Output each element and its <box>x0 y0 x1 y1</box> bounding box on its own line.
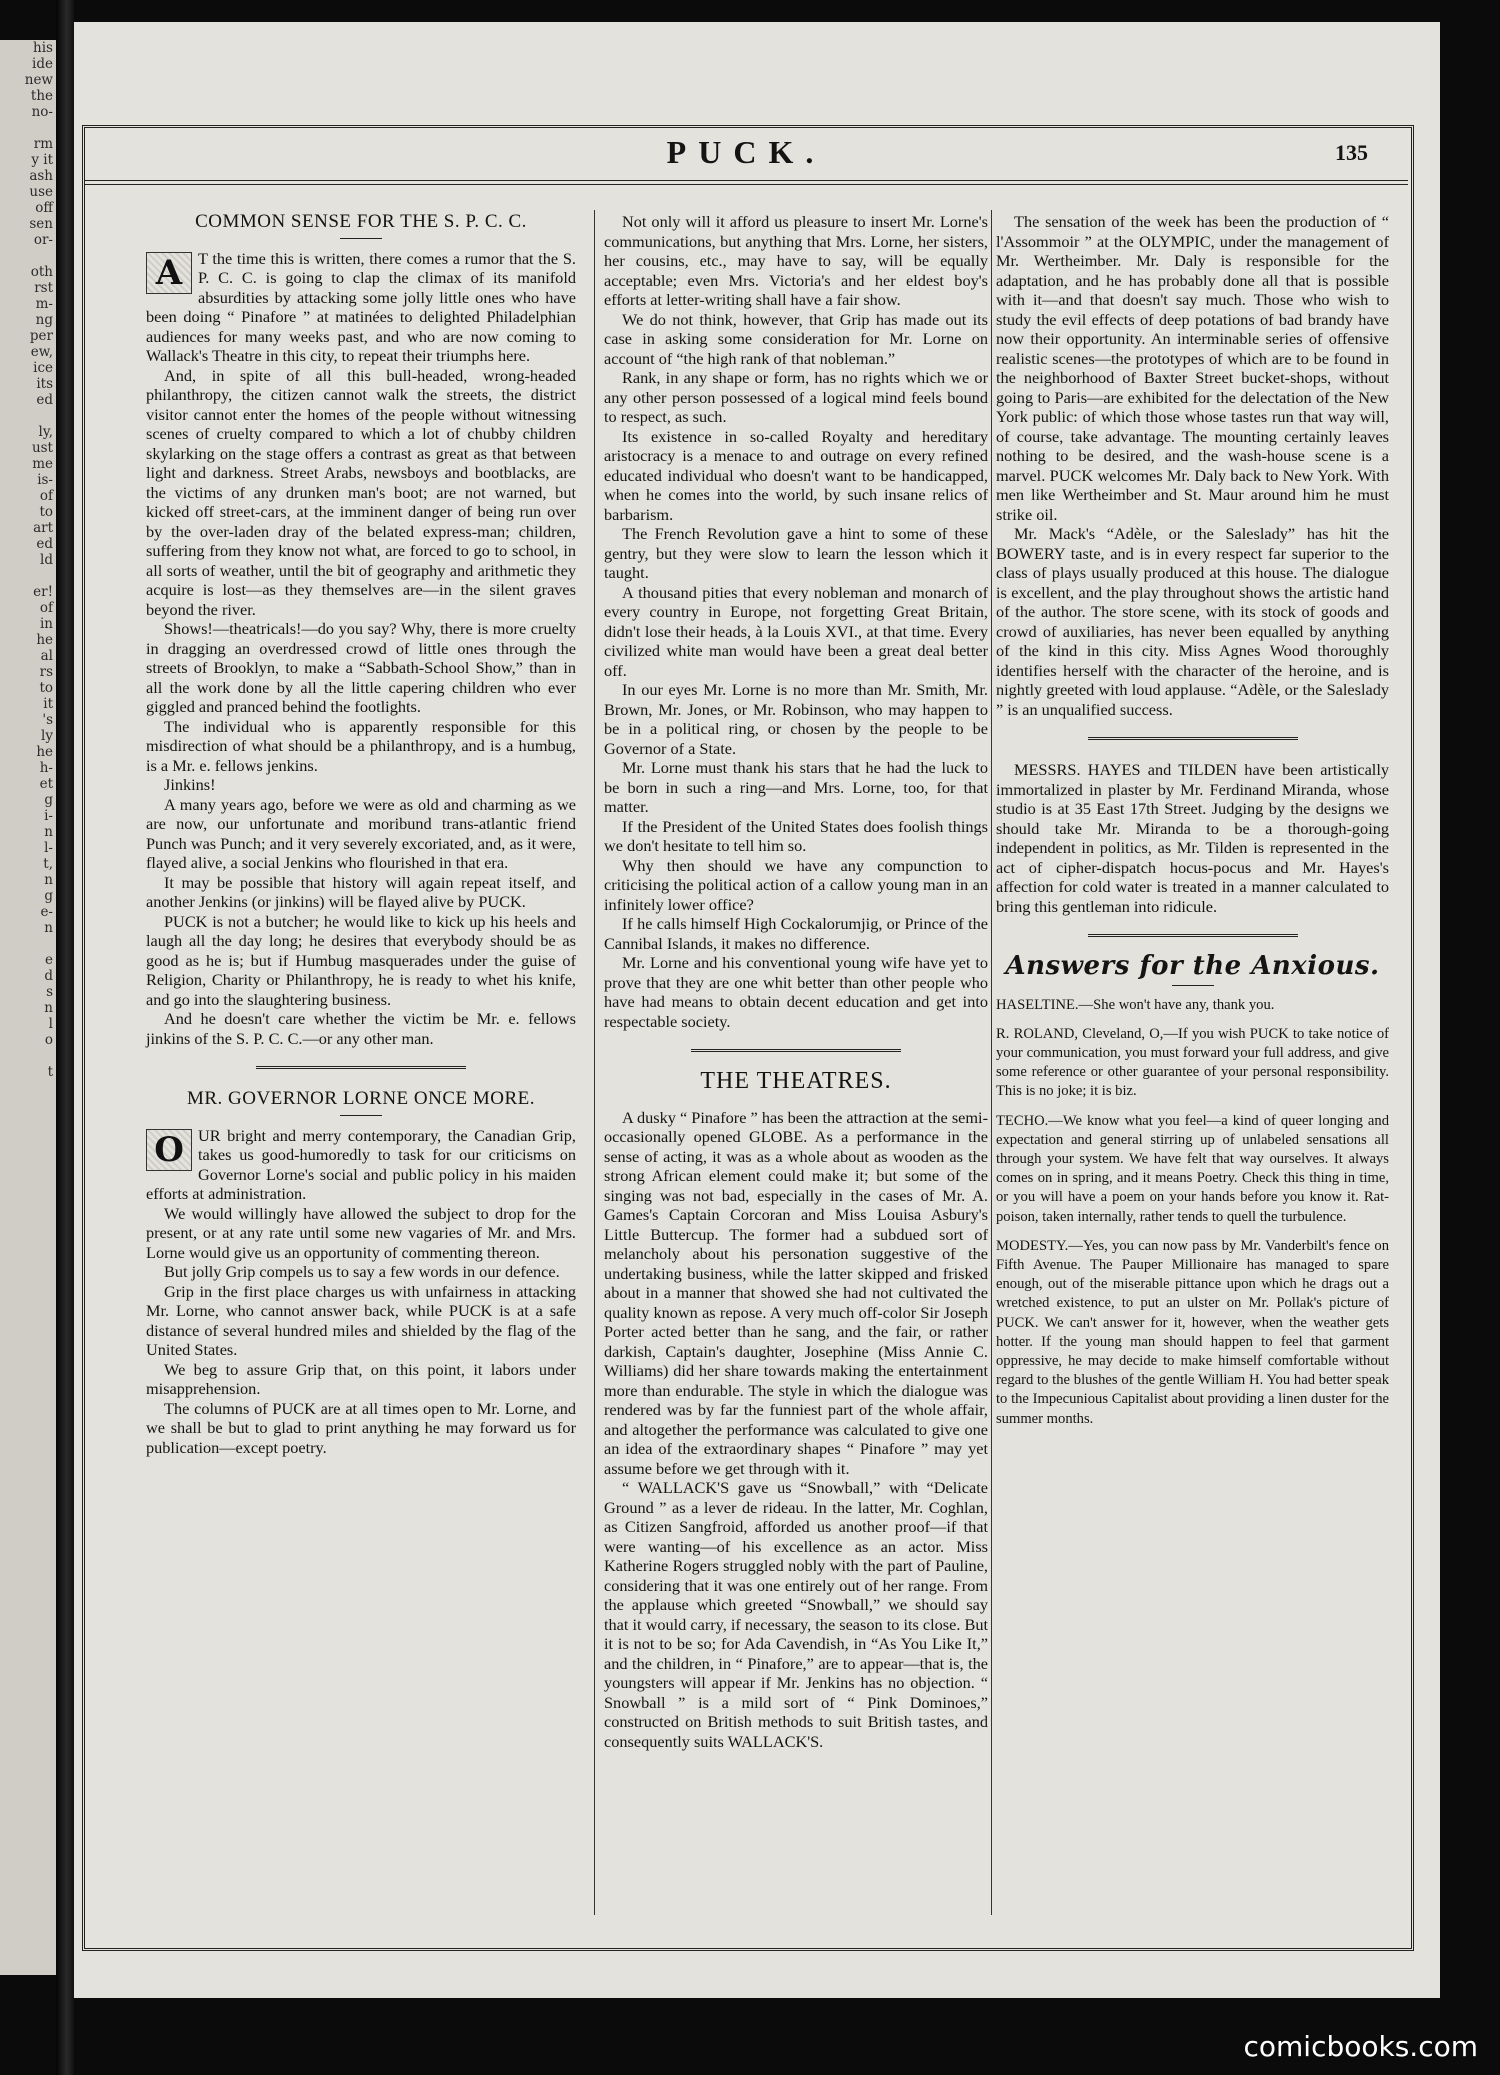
facing-page-fragment-line <box>0 408 56 424</box>
paragraph: And, in spite of all this bull-headed, wrong-headed philanthropy, the citizen cannot walk the streets, the district visitor cannot enter the homes of the people without witnessing scenes of cruelty compared to which a lot of chubby children skylarking on the stage offers a contrast as great as that between light and darkness. Street Arabs, newsboys and bootblacks, are the victims of any drunken man's boot; are not warned, but kicked off street-cars, at the imminent danger of being run over by the over-laden dray of the belated express-man; children, suffering from they know not what, are forced to go to school, in all sorts of weather, until the bit of geography and arithmetic they acquire is lost—as they themselves are—in the silent graves beyond the river. <box>146 365 576 619</box>
facing-page-fragment-line: e <box>45 952 53 968</box>
column-rule <box>991 210 992 1915</box>
page-number: 135 <box>1335 140 1368 165</box>
paragraph: Rank, in any shape or form, has no rights which we or any other person possessed of a logical mind feels bound to respect, as such. <box>604 368 988 426</box>
dropcap-ornament: O <box>146 1129 192 1171</box>
paragraph: Its existence in so-called Royalty and hereditary aristocracy is a menace to and outrage on every refined educated individual who doesn't want to be handicapped, when he comes into the world, by such insane relics of barbarism. <box>604 426 988 524</box>
paragraph: It may be possible that history will again repeat itself, and another Jenkins (or jinkins) will be flayed alive by PUCK. <box>146 872 576 911</box>
section-divider <box>1088 737 1298 742</box>
facing-page-fragment-line: ly <box>41 728 53 744</box>
article-title-sspcc: COMMON SENSE FOR THE S. P. C. C. <box>195 211 527 232</box>
facing-page-fragment-line: ed <box>36 536 53 552</box>
facing-page-fragment-line: the <box>30 88 53 104</box>
paragraph: If the President of the United States does foolish things we don't hesitate to tell him so. <box>604 816 988 855</box>
facing-page-fragment-line: sen <box>29 216 53 232</box>
facing-page-fragment-line: g <box>44 792 53 808</box>
facing-page-fragment <box>0 40 56 1975</box>
facing-page-fragment-line <box>0 568 56 584</box>
facing-page-fragment-line: o <box>44 1032 53 1048</box>
facing-page-fragment-line: d <box>44 968 53 984</box>
facing-page-fragment-line: per <box>29 328 53 344</box>
facing-page-fragment-line: rst <box>34 280 53 296</box>
facing-page-fragment-line: of <box>39 600 53 616</box>
column-2 <box>604 212 988 1751</box>
title-rule <box>340 1115 382 1116</box>
facing-page-fragment-line: n <box>44 872 53 888</box>
column-rule <box>594 210 595 1915</box>
facing-page-fragment-line: s <box>46 984 53 1000</box>
paragraph: “ WALLACK'S gave us “Snowball,” with “Delicate Ground ” as a lever de rideau. In the latter, Mr. Coghlan, as Citizen Sangfroid, afforded us another proof—if that were wanting—of his excellence as an actor. Miss Katherine Rogers struggled nobly with the part of Pauline, considering that it was one entirely out of her range. From the applause which greeted “Snowball,” we should say that it would carry, if necessary, the season to its close. But it is not to be so; for Ada Cavendish, in “As You Like It,” and the children, in “ Pinafore,” are to appear—that is, the youngsters will appear if Mr. Jenkins has no objection. “ Snowball ” is a mild sort of “ Pink Dominoes,” constructed on British methods to suit British tastes, and consequently suits WALLACK'S. <box>604 1478 989 1751</box>
masthead-rule <box>84 180 1408 181</box>
facing-page-fragment-line: n <box>44 920 53 936</box>
facing-page-fragment-line: rm <box>33 136 53 152</box>
facing-page-fragment-line: ld <box>40 552 53 568</box>
facing-page-fragment-line: it <box>43 696 53 712</box>
paragraph: But jolly Grip compels us to say a few words in our defence. <box>164 1262 560 1281</box>
facing-page-fragment-line: ide <box>32 56 53 72</box>
newspaper-page <box>74 22 1440 1998</box>
facing-page-fragment-line: ew, <box>30 344 53 360</box>
column-3 <box>996 212 1389 1439</box>
paragraph: Jinkins! <box>164 775 216 794</box>
title-rule <box>340 238 382 239</box>
facing-page-fragment-line: to <box>39 680 53 696</box>
section-divider <box>1088 934 1298 939</box>
facing-page-fragment-line: to <box>39 504 53 520</box>
facing-page-fragment-line: he <box>36 744 53 760</box>
facing-page-fragment-line: ice <box>33 360 53 376</box>
paragraph: O UR bright and merry contemporary, the Canadian Grip, takes us good-humoredly to task for our criticisms on Governor Lorne's social and public policy in his maiden efforts at administration. <box>146 1125 576 1203</box>
answer-item: MODESTY.—Yes, you can now pass by Mr. Vanderbilt's fence on Fifth Avenue. The Pauper Millionaire has managed to spare enough, out of the miserable pittance upon which he drags out a wretched existence, to put an ulster on Mr. Pollak's picture of PUCK. We can't answer for it, however, when the weather gets hotter. If the young man should happen to feel that garment oppressive, he may decide to make himself comfortable without regard to the blushes of the gentle William H. You had better speak to the Impecunious Capitalist about providing a linen duster for the summer months. <box>996 1237 1389 1427</box>
facing-page-fragment-line: he <box>36 632 53 648</box>
facing-page-fragment-line: in <box>39 616 53 632</box>
facing-page-fragment-line <box>0 120 56 136</box>
facing-page-fragment-line: ly, <box>38 424 53 440</box>
answer-item: R. ROLAND, Cleveland, O,—If you wish PUCK to take notice of your communication, you must forward your full address, and give some reference or other guarantee of your personal responsibility. This is no joke; it is biz. <box>996 1025 1389 1100</box>
paragraph: A many years ago, before we were as old and charming as we are now, our unfortunate and moribund trans-atlantic friend Punch was Punch; and it very severely excoriated, and, as it were, flayed alive, a social Jenkins who flourished in that era. <box>146 794 576 872</box>
answer-item: TECHO.—We know what you feel—a kind of queer longing and expectation and general stirring up of unlabeled sensations all through your system. We have felt that way ourselves. It always comes on in spring, and it means Poetry. Check this thing in time, or you will have a poem on your hands before you know it. Rat-poison, taken internally, rather tends to quell the turbulence. <box>996 1112 1389 1225</box>
paragraph: The individual who is apparently responsible for this misdirection of what should be a philanthropy, and is a humbug, is a Mr. e. fellows jenkins. <box>146 716 576 775</box>
facing-page-fragment-line: ust <box>31 440 53 456</box>
facing-page-fragment-line: er! <box>33 584 53 600</box>
facing-page-fragment-line: use <box>29 184 53 200</box>
paragraph: PUCK is not a butcher; he would like to kick up his heels and laugh all the day long; he desires that everybody should be as good as he is; but if Humbug masquerades under the guise of Religion, Charity or Philanthropy, he is ready to whet his knife, and go into the slaughtering business. <box>146 911 576 1009</box>
paragraph: Why then should we have any compunction to criticising the political action of a callow young man in an infinitely lower office? <box>604 855 988 914</box>
facing-page-fragment-line: al <box>40 648 53 664</box>
paragraph: If he calls himself High Cockalorumjig, or Prince of the Cannibal Islands, it makes no difference. <box>604 914 988 953</box>
facing-page-fragment-line: ash <box>29 168 53 184</box>
facing-page-fragment-line: its <box>36 376 53 392</box>
paragraph: In our eyes Mr. Lorne is no more than Mr. Smith, Mr. Brown, Mr. Jones, or Mr. Robinson, who may happen to be in a political ring, or chosen by the people to be Governor of a State. <box>604 680 988 758</box>
paragraph: Not only will it afford us pleasure to insert Mr. Lorne's communications, but anything that Mrs. Lorne, her sisters, her cousins, etc., may have to say, will be equally acceptable; even Mrs. Victoria's and her eldest boy's efforts at letter-writing shall have a fair show. <box>604 212 988 309</box>
facing-page-fragment-line: y it <box>31 152 53 168</box>
paragraph: A thousand pities that every nobleman and monarch of every country in Europe, not forgetting Great Britain, didn't lose their heads, à la Louis XVI., at that time. Every civilized white man would have been a great deal better off. <box>604 582 988 680</box>
masthead-title: PUCK. <box>666 134 826 170</box>
binding-gutter <box>56 0 74 2075</box>
facing-page-fragment-line: no- <box>31 104 53 120</box>
facing-page-fragment-line <box>0 248 56 264</box>
facing-page-fragment-line: t <box>47 1064 53 1080</box>
facing-page-fragment-line <box>0 1048 56 1064</box>
facing-page-fragment-line: m- <box>35 296 53 312</box>
facing-page-fragment-line: ng <box>35 312 53 328</box>
answers-list <box>996 996 1389 1429</box>
facing-page-fragment-line: me <box>32 456 53 472</box>
paragraph: A T the time this is written, there comes a rumor that the S. P. C. C. is going to clap the climax of its manifold absurdities by attacking some jolly little ones who have been doing “ Pinafore ” at matinées to delighted Philadelphian audiences for many weeks past, and who are now coming to Wallack's Theatre in this city, to repeat their triumphs here. <box>146 248 576 365</box>
facing-page-fragment-line: off <box>35 200 53 216</box>
facing-page-text <box>0 40 56 1080</box>
facing-page-fragment-line: ed <box>36 392 53 408</box>
facing-page-fragment-line: n <box>44 824 53 840</box>
masthead <box>84 134 1408 182</box>
masthead-rule <box>84 184 1408 185</box>
facing-page-fragment-line: of <box>39 488 53 504</box>
article-title-lorne: MR. GOVERNOR LORNE ONCE MORE. <box>186 1088 536 1109</box>
paragraph: We beg to assure Grip that, on this point, it labors under misapprehension. <box>146 1359 576 1398</box>
paragraph: Mr. Lorne and his conventional young wife have yet to prove that they are one whit better than other people who have had means to obtain decent education and get into respectable society. <box>604 953 988 1031</box>
dropcap-ornament: A <box>146 252 192 294</box>
facing-page-fragment-line: et <box>39 776 53 792</box>
paragraph: The French Revolution gave a hint to some of these gentry, but they were slow to learn the lesson which it taught. <box>604 524 988 582</box>
facing-page-fragment-line: l- <box>44 840 53 856</box>
facing-page-fragment-line: rs <box>39 664 53 680</box>
paragraph: Shows!—theatricals!—do you say? Why, there is more cruelty in dragging an overdressed crowd of little ones through the streets of Brooklyn, to make a “Sabbath-School Show,” than in all the work done by all the little capering children who ever giggled and pranced behind the footlights. <box>146 619 576 716</box>
facing-page-fragment-line: i- <box>44 808 53 824</box>
facing-page-fragment-line: n <box>44 1000 53 1016</box>
section-divider <box>256 1066 466 1071</box>
facing-page-fragment-line: or- <box>33 232 53 248</box>
facing-page-fragment-line: 's <box>42 712 53 728</box>
paragraph: The sensation of the week has been the production of “ l'Assommoir ” at the OLYMPIC, under the management of Mr. Wertheimber. Mr. Daly is responsible for the adaptation, and he has probably done all that is possible with it—and that doesn't say much. Those who wish to study the evil effects of deep potations of bad brandy have now their opportunity. An interminable series of offensive realistic scenes—the prototypes of which are to be found in the neighborhood of Baxter Street bucket-shops, without going to Paris—are exhibited for the delectation of the New York public: of which those whose tastes run that way will, of course, take advantage. The mounting certainly leaves nothing to be desired, and the wash-house scene is a marvel. PUCK welcomes Mr. Daly back to New York. With men like Wertheimber and St. Maur around him he must strike oil. <box>996 212 1389 524</box>
facing-page-fragment-line: art <box>33 520 53 536</box>
facing-page-fragment-line: is- <box>37 472 53 488</box>
paragraph: We would willingly have allowed the subject to drop for the present, or at any rate until some new vagaries of Mr. and Mrs. Lorne would give us an opportunity of commenting thereon. <box>146 1203 576 1262</box>
facing-page-fragment-line: his <box>33 40 53 56</box>
section-divider <box>691 1049 901 1054</box>
paragraph: Grip in the first place charges us with unfairness in attacking Mr. Lorne, who cannot answer back, while PUCK is at a safe distance of several hundred miles and shielded by the flag of the United States. <box>146 1281 576 1359</box>
column-1 <box>146 212 576 1912</box>
facing-page-fragment-line: g <box>44 888 53 904</box>
watermark: comicbooks.com <box>1243 2030 1478 2063</box>
facing-page-fragment-line: oth <box>30 264 53 280</box>
paragraph: MESSRS. HAYES and TILDEN have been artistically immortalized in plaster by Mr. Ferdinand Miranda, whose studio is at 35 East 17th Street. Judging by the designs we should take Mr. Miranda to be a thorough-going independent in politics, as Mr. Tilden is represented in the act of cipher-dispatch hocus-pocus and Mr. Hayes's affection for cold water is treated in a manner calculated to bring this gentleman into ridicule. <box>996 760 1389 916</box>
title-rule <box>1172 985 1214 986</box>
facing-page-fragment-line <box>0 936 56 952</box>
facing-page-fragment-line: h- <box>39 760 53 776</box>
article-title-theatres: THE THEATRES. <box>700 1068 892 1094</box>
paragraph: Mr. Lorne must thank his stars that he had the luck to be born in such a ring—and Mrs. Lorne, too, for that matter. <box>604 758 988 816</box>
facing-page-fragment-line: t, <box>43 856 53 872</box>
facing-page-fragment-line: e- <box>40 904 53 920</box>
paragraph: A dusky “ Pinafore ” has been the attraction at the semi-occasionally opened GLOBE. As a performance in the sense of acting, it was as a whole about as wooden as the strong African element could make it; but some of the singing was not bad, especially in the cases of Mr. A. Games's Captain Corcoran and Miss Louisa Asbury's Little Buttercup. The former had a subdued sort of melancholy about his personation suggestive of the undertaking business, while the latter skipped and frisked about in a manner that showed she had not cultivated the quality known as repose. A very much off-color Sir Joseph Porter acted better than he sang, and the fair, or rather darkish, Captain's daughter, Josephine (Miss Annie C. Williams) did her share towards making the entertainment more than endurable. The style in which the dialogue was rendered was by far the funniest part of the whole affair, and altogether the performance was calculated to give one an idea of the extraordinary shapes “ Pinafore ” may yet assume before we get through with it. <box>604 1107 988 1478</box>
answer-item: HASELTINE.—She won't have any, thank you. <box>996 996 1275 1013</box>
facing-page-fragment-line: new <box>24 72 53 88</box>
paragraph: And he doesn't care whether the victim be Mr. e. fellows jinkins of the S. P. C. C.—or any other man. <box>146 1009 576 1048</box>
paragraph: The columns of PUCK are at all times open to Mr. Lorne, and we shall be but to glad to print anything he may forward us for publication—except poetry. <box>146 1398 576 1457</box>
facing-page-fragment-line: l <box>48 1016 53 1032</box>
article-title-answers: Answers for the Anxious. <box>1005 951 1380 981</box>
paragraph: We do not think, however, that Grip has made out its case in asking some consideration for Mr. Lorne on account of “the high rank of that nobleman.” <box>604 309 988 368</box>
paragraph: Mr. Mack's “Adèle, or the Saleslady” has hit the BOWERY taste, and is in every respect far superior to the class of plays usually produced at this house. The dialogue is excellent, and the play throughout shows the artistic hand of the author. The store scene, with its stock of goods and crowd of auxiliaries, has never been equalled by anything of the kind in this city. Miss Agnes Wood thoroughly identifies herself with the character of the heroine, and is nightly greeted with loud applause. “Adèle, or the Saleslady ” is an unqualified success. <box>996 524 1389 719</box>
